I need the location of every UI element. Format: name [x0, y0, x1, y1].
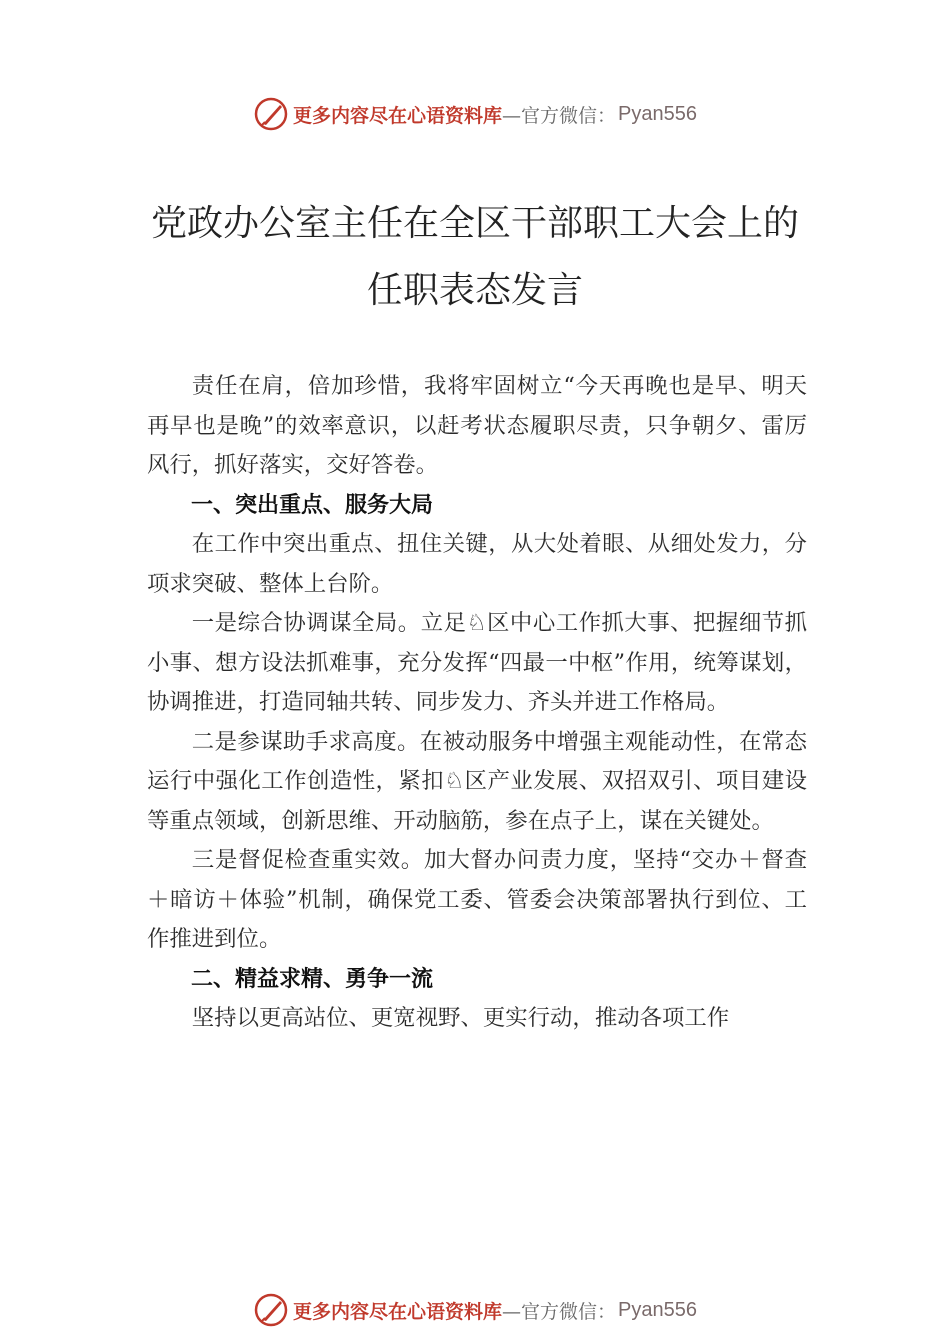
section-heading-2: 二、精益求精、勇争一流 [191, 966, 434, 992]
section1-paragraph-4: 三是督促检查重实效。加大督办问责力度，坚持“交办＋督查＋暗访＋体验”机制，确保党工委、管委会决策部署执行到位、工作推进到位。 [147, 847, 807, 952]
watermark-wechat-id: Pyan556 [618, 1298, 697, 1321]
document-body [147, 367, 807, 1039]
watermark-wechat-id: Pyan556 [618, 102, 697, 125]
watermark-gray-text: —官方微信： [502, 104, 617, 127]
section-heading-1: 一、突出重点、服务大局 [191, 492, 434, 518]
document-title-line-2: 任职表态发言 [366, 270, 583, 311]
watermark-red-text: 更多内容尽在心语资料库 [293, 1300, 503, 1323]
document-title-line-1: 党政办公室主任在全区干部职工大会上的 [150, 203, 799, 244]
watermark-red-text: 更多内容尽在心语资料库 [293, 104, 503, 127]
quill-pen-icon [253, 1292, 289, 1328]
watermark-header [0, 94, 950, 134]
watermark-gray-text: —官方微信： [502, 1300, 617, 1323]
section1-paragraph-2: 一是综合协调谋全局。立足♘区中心工作抓大事、把握细节抓小事、想方设法抓难事，充分发挥“四最一中枢”作用，统筹谋划，协调推进，打造同轴共转、同步发力、齐头并进工作格局。 [147, 610, 807, 715]
section1-paragraph-1: 在工作中突出重点、扭住关键，从大处着眼、从细处发力，分项求突破、整体上台阶。 [147, 531, 807, 597]
intro-paragraph: 责任在肩，倍加珍惜，我将牢固树立“今天再晚也是早、明天再早也是晚”的效率意识，以赶考状态履职尽责，只争朝夕、雷厉风行，抓好落实，交好答卷。 [147, 373, 807, 478]
watermark-footer [0, 1290, 950, 1330]
section1-paragraph-3: 二是参谋助手求高度。在被动服务中增强主观能动性，在常态运行中强化工作创造性，紧扣♘区产业发展、双招双引、项目建设等重点领域，创新思维、开动脑筋，参在点子上，谋在关键处。 [147, 728, 807, 834]
section2-paragraph-1: 坚持以更高站位、更宽视野、更实行动，推动各项工作 [191, 1005, 730, 1031]
quill-pen-icon [253, 96, 289, 132]
